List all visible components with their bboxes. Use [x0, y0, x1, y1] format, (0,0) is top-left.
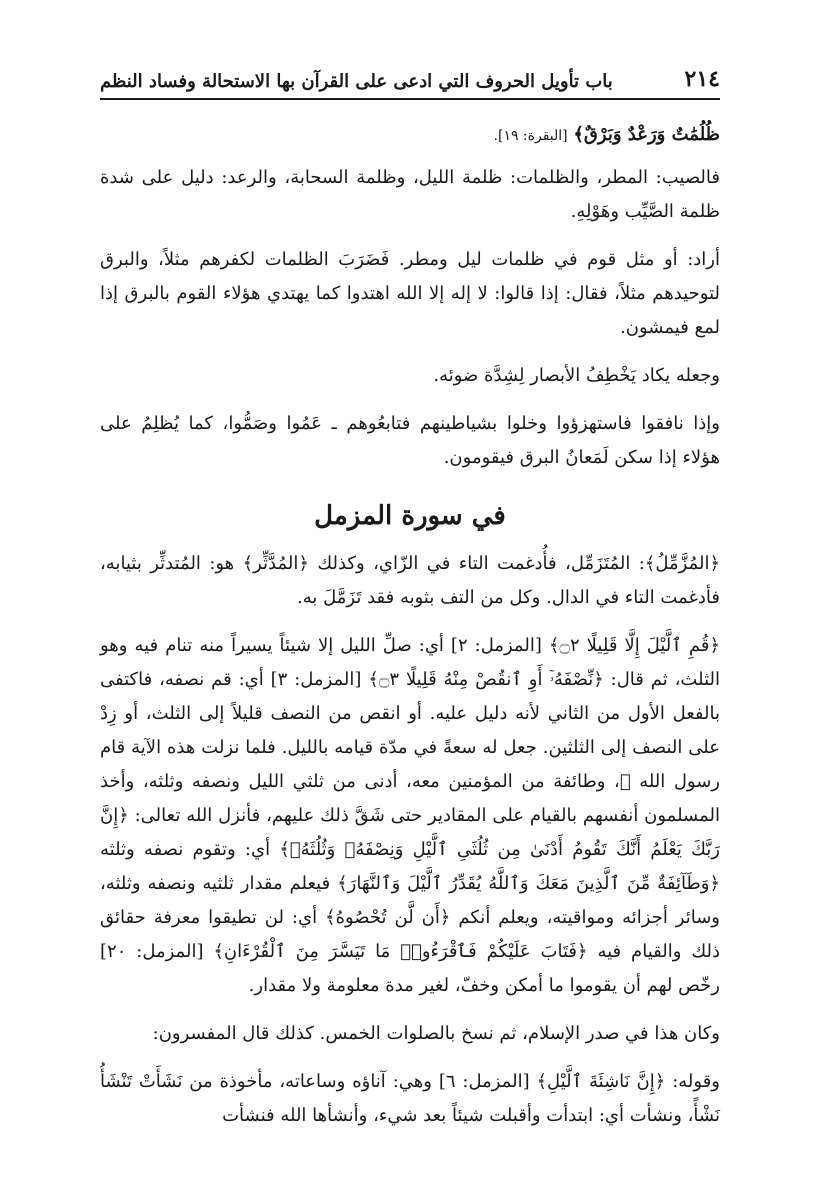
paragraph-verse-continuation [100, 118, 720, 153]
paragraph: ﴿قُمِ ٱلَّيْلَ إِلَّا قَلِيلًا ۝٢﴾ [المزمل: ٢] أي: صلِّ الليل إلا شيئاً يسيراً منه تنام فيه وهو الثلث، ثم قال: ﴿نِّصْفَهُۥٓ أَوِ ٱنقُصْ مِنْهُ قَلِيلًا ۝٣﴾ [المزمل: ٣] أي: قم نصفه، فاكتفى بالفعل الأول من الثاني لأنه دليل عليه. أو انقص من النصف قليلاً إلى الثلث، أو زِدْ على النصف إلى الثلثين. جعل له سعةً في مدّة قيامه بالليل. فلما نزلت هذه الآية قام رسول الله ﷺ، وطائفة من المؤمنين معه، أدنى من ثلثي الليل ونصفه وثلثه، وأخذ المسلمون أنفسهم بالقيام على المقادير حتى شَقَّ ذلك عليهم، فأنزل الله تعالى: ﴿إِنَّ رَبَّكَ يَعْلَمُ أَنَّكَ تَقُومُ أَدْنَىٰ مِن ثُلُثَىِ ٱلَّيْلِ وَنِصْفَهُۥ وَثُلُثَهُۥ﴾ أي: وتقوم نصفه وثلثه ﴿وَطَآئِفَةٌ مِّنَ ٱلَّذِينَ مَعَكَ وَٱللَّهُ يُقَدِّرُ ٱلَّيْلَ وَٱلنَّهَارَ﴾ فيعلم مقدار ثلثيه ونصفه وثلثه، وسائر أجزائه ومواقيته، ويعلم أنكم ﴿أَن لَّن تُحْصُوهُ﴾ أي: لن تطيقوا معرفة حقائق ذلك والقيام فيه ﴿فَتَابَ عَلَيْكُمْ فَٱقْرَءُوا۟ مَا تَيَسَّرَ مِنَ ٱلْقُرْءَانِ﴾ [المزمل: ٢٠] رخّص لهم أن يقوموا ما أمكن وخفّ، لغير مدة معلومة ولا مقدار. [100, 635, 720, 996]
page-header [100, 52, 720, 100]
running-title: باب تأويل الحروف التي ادعى على القرآن بها الاستحالة وفساد النظم [100, 71, 613, 92]
verse-reference: [البقرة: ١٩]. [493, 128, 568, 144]
paragraph: فالصيب: المطر، والظلمات: ظلمة الليل، وظلمة السحابة، والرعد: دليل على شدة ظلمة الصَّيِّب وهَوْلِهِ. [100, 167, 720, 222]
page-content [100, 118, 720, 1133]
book-page [100, 52, 720, 1147]
section-title: في سورة المزمل [314, 501, 506, 531]
page-number: ٢١٤ [684, 66, 720, 92]
quran-verse: ظُلُمَٰتٌ وَرَعْدٌ وَبَرْقٌ﴾ [573, 124, 720, 145]
paragraph: وكان هذا في صدر الإسلام، ثم نسخ بالصلوات الخمس. كذلك قال المفسرون: [152, 1023, 720, 1044]
paragraph: ﴿المُزَّمِّلُ﴾: المُتَزَمِّل، فأُدغمت التاء في الزّاي، وكذلك ﴿المُدَّثِّر﴾ هو: المُتدثِّر بثيابه، فأدغمت التاء في الدال. وكل من التف بثوبه فقد تَزَمَّلَ به. [100, 553, 720, 608]
paragraph: وقوله: ﴿إِنَّ نَاشِئَةَ ٱلَّيْلِ﴾ [المزمل: ٦] وهي: آناؤه وساعاته، مأخوذة من نَشَأَتْ تَنْشَأُ نَشْأً، ونشأت أي: ابتدأت وأقبلت شيئاً بعد شيء، وأنشأها الله فنشأت [100, 1071, 720, 1126]
paragraph: وإذا نافقوا فاستهزؤوا وخلوا بشياطينهم فتابعُوهم ـ عَمُوا وصَمُّوا، كما يُظلِمُ على هؤلاء إذا سكن لَمَعانُ البرق فيقومون. [100, 413, 721, 468]
paragraph: أراد: أو مثل قوم في ظلمات ليل ومطر. فَضَرَبَ الظلمات لكفرهم مثلاً، والبرق لتوحيدهم مثلاً، فقال: إذا قالوا: لا إله إلا الله اهتدوا كما يهتدي هؤلاء القوم بالبرق إذا لمع فيمشون. [100, 249, 720, 338]
paragraph: وجعله يكاد يَخْطِفُ الأبصار لِشِدَّة ضوئه. [433, 365, 720, 386]
